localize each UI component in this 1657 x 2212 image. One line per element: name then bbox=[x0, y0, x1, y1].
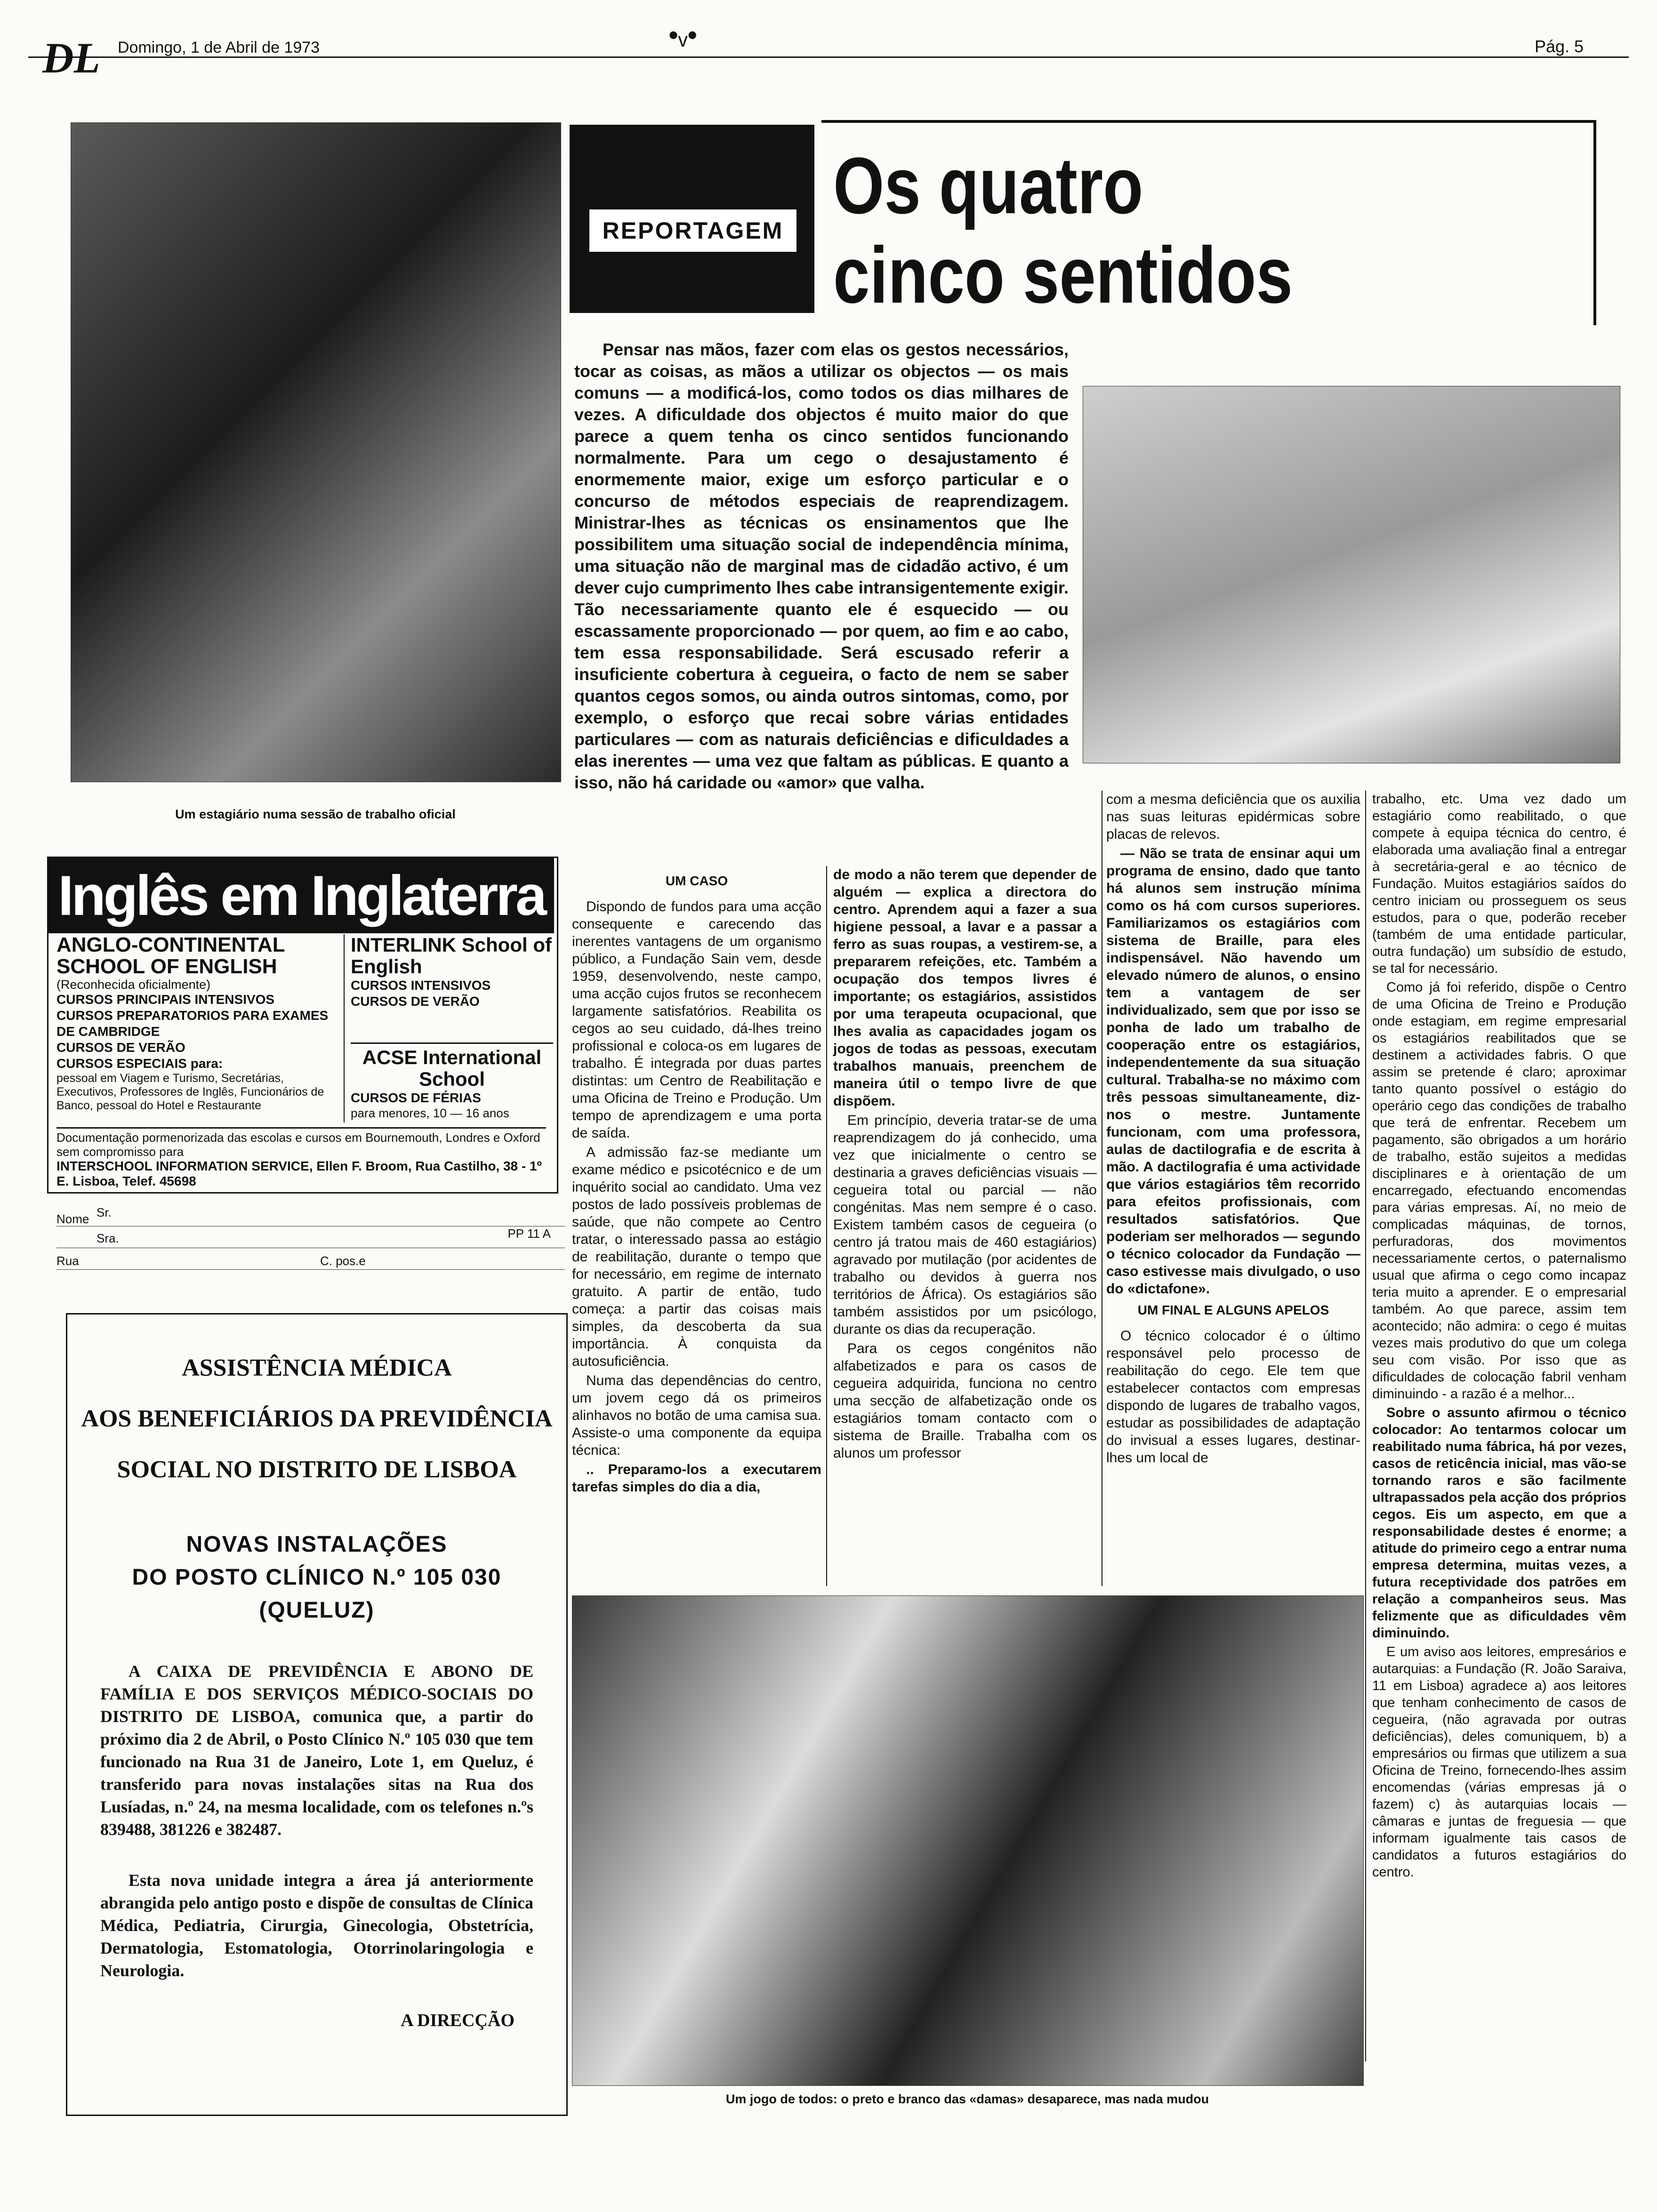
issue-date: Domingo, 1 de Abril de 1973 bbox=[118, 39, 320, 56]
course: CURSOS DE FÉRIAS bbox=[351, 1090, 481, 1105]
article-column-4 bbox=[1372, 791, 1626, 1883]
paragraph: Em princípio, deveria tratar-se de uma reaprendizagem do já conhecido, uma vez que inicialmente o centro se destinaria a graves deficiências visuais — cegueira total ou parcial — não congénitas. Mas nem sempre é o caso. Existem também casos de cegueira (o centro já tratou mais de 460 estagiários) agravado por mutilação (por acidentes de trabalho ou devidos à guerra nos territórios de África). Os estagiários são também assistidos por um psicólogo, durante os dias da recuperação. bbox=[833, 1113, 1097, 1337]
coupon-form bbox=[56, 1202, 565, 1270]
paragraph: — Não se trata de ensinar aqui um programa de ensino, dado que tanto há alunos sem instrução mínima como os há com cursos superiores. Familiarizamos os estagiários com sistema de Braille, para eles indispensável. Não havendo um elevado número de alunos, o ensino tem a vantagem de ser individualizado, sem que por isso se ponha de lado um trabalho de cooperação entre os estagiários, independentemente da sua situação cultural. Trabalha-se no máximo com três pessoas simultaneamente, diz-nos o mestre. Juntamente funcionam, com uma professora, aulas de dactilografia e de escrita à mão. A dactilografia é uma actividade que vários estagiários têm recorrido para efeitos profissionais, com resultados satisfatórios. Que poderiam ser melhorados — segundo o técnico colocador da Fundação — caso estivesse mais divulgado, o uso do «dictafone». bbox=[1106, 846, 1360, 1297]
ad-school-acse bbox=[351, 1042, 553, 1120]
form-label-postal: C. pos.e bbox=[320, 1254, 366, 1268]
ad-signature: A DIRECÇÃO bbox=[401, 2011, 515, 2030]
column-rule bbox=[1365, 791, 1366, 2061]
paragraph: O técnico colocador é o último responsável pelo processo de reabilitação do cego. Ele tem que estabelecer contactos com empresas dispondo de lugares de trabalho vagos, estudar as possibilidades de adaptação do invisual a esses lugares, destinar-lhes um local de bbox=[1106, 1328, 1360, 1466]
section-label: REPORTAGEM bbox=[589, 209, 796, 252]
header-rule bbox=[28, 56, 1629, 58]
school-name: ANGLO-CONTINENTAL SCHOOL OF ENGLISH bbox=[56, 933, 285, 978]
paragraph: Dispondo de fundos para uma acção consequente e carecendo das inerentes vantagens de um organismo público, a Fundação Sain vem, desde 1959, desenvolvendo, neste campo, uma acção cujos frutos se reconhecem largamente satisfatórios. Reabilita os cegos ao seu cuidado, dá-lhes treino profissional e coloca-os em lugares de trabalho. É integrada por duas partes distintas: um Centro de Reabilitação e uma Oficina de Treino e Produção. Um tempo de aprendizagem e uma porta de saída. bbox=[572, 899, 821, 1141]
ad-info-block bbox=[56, 1127, 546, 1189]
course: CURSOS ESPECIAIS para: bbox=[56, 1056, 223, 1071]
paragraph: A admissão faz-se mediante um exame médico e psicotécnico e de um inquérito social ao candidato. Uma vez postos de lado possíveis problemas de saúde, que não compete ao Centro tratar, o interessado passa ao estágio de reabilitação, durante o tempo que for necessário, em regime de internato gratuito. A partir de então, tudo começa: a partir das coisas mais simples, da descoberta da sua importância. À conquista da autosuficiência. bbox=[572, 1145, 821, 1369]
article-lead: Pensar nas mãos, fazer com elas os gestos necessários, tocar as coisas, as mãos a utilizar os objectos — os mais comuns — a modificá-los, como todos os dias milhares de vezes. A dificuldade dos objectos é muito maior do que parece a quem tenha os cinco sentidos funcionando normalmente. Para um cego o desajustamento é enormemente maior, exige um esforço particular e o concurso de métodos especiais de reaprendizagem. Ministrar-lhes as técnicas os ensinamentos que lhe possibilitem uma situação social de independência mínima, uma situação não de marginal mas de cidadão activo, é um dever cujo cumprimento lhes cabe intransigentemente exigir. Tão necessariamente quanto ele é esquecido — ou escassamente proporcionado — por quem, ao fim e ao cabo, tem essa responsabilidade. Será escusado referir a insuficiente cobertura à cegueira, o facto de nem se saber quantos cegos somos, ou ainda outros sintomas, como, por exemplo, o esforço que recai sobre várias entidades particulares — com as naturais deficiências e dificuldades a elas inerentes — uma vez que faltam as públicas. E quanto a isso, não há caridade ou «amor» que valha. bbox=[574, 340, 1069, 792]
paragraph: trabalho, etc. Uma vez dado um estagiário como reabilitado, o que compete à equipa técnica do centro, é elaborada uma avaliação final a entregar à secretária-geral e ao técnico de Fundação. Muitos estagiários saídos do centro iniciam ou prosseguem os seus estudos, para o que, poderão receber (também de uma entidade particular, outra fundação) um subsídio de estudo, se tal for necessário. bbox=[1372, 792, 1626, 976]
ad-subtitle-line: (QUELUZ) bbox=[259, 1598, 375, 1623]
ad-body-paragraph: Esta nova unidade integra a área já anteriormente abrangida pelo antigo posto e dispõe de consultas de Clínica Médica, Pediatria, Cirurgia, Ginecologia, Obstetrícia, Dermatologia, Estomatologia, Otorrinolaringologia e Neurologia. bbox=[100, 1871, 533, 1980]
school-name: INTERLINK School of English bbox=[351, 934, 552, 978]
article-column-2 bbox=[833, 866, 1097, 1464]
paragraph: Para os cegos congénitos não alfabetizados e para os casos de cegueira adquirida, funciona no centro uma secção de alfabetização onde os estagiários tomam contacto com o sistema de Braille. Trabalha com os alunos um professor bbox=[833, 1341, 1097, 1461]
school-note: (Reconhecida oficialmente) bbox=[56, 978, 211, 992]
photo-checkers-game bbox=[572, 1595, 1364, 2086]
photo-hands-braille bbox=[1083, 386, 1620, 763]
course: CURSOS DE VERÃO bbox=[56, 1040, 185, 1055]
ad-assistencia-medica bbox=[66, 1313, 568, 2116]
school-name: ACSE International School bbox=[362, 1046, 542, 1090]
subheading-um-final: UM FINAL E ALGUNS APELOS bbox=[1137, 1303, 1329, 1317]
column-rule bbox=[826, 866, 827, 1586]
paragraph: de modo a não terem que depender de alguém — explica a directora do centro. Aprendem aqui a fazer a sua higiene pessoal, a lavar e a passar a ferro as suas roupas, a vestirem-se, a prepararem refeições, etc. Também a ocupação dos tempos livres é importante; os estagiários, assistidos por uma terapeuta ocupacional, que lhes avalia as capacidades jogam os jogos de todas as pessoas, executam trabalhos manuais, preenchem de maneira útil o tempo livre de que dispõem. bbox=[833, 867, 1097, 1109]
form-label-sr: Sr. bbox=[97, 1205, 112, 1219]
course: CURSOS PREPARATORIOS PARA EXAMES DE CAMBRIDGE bbox=[56, 1008, 329, 1039]
paragraph: Numa das dependências do centro, um jovem cego dá os primeiros alinhavos no botão de uma camisa sua. Assiste-o uma componente da equipa técnica: bbox=[572, 1373, 821, 1458]
paragraph: Como já foi referido, dispõe o Centro de uma Oficina de Treino e Produção onde estagiam, em regime empresarial os estagiários reabilitados que se destinem a actividades fabris. O que assim se pretende é claro; aproximar tanto quanto possível o estágio do operário cego das condições de trabalho que terá de enfrentar. Recebem um pagamento, são obrigados a um horário de trabalho, estão sujeitos a medidas disciplinares e à orientação de um encarregado, efectuando encomendas para várias empresas. Aí, no meio de complicadas máquinas, de tornos, perfuradoras, dos movimentos necessariamente certos, o paternalismo usual que afirma o cego como incapaz teria muito a aprender. E o empresarial também. Ao que parece, assim tem acontecido; não admira: o cego é muitas vezes mais produtivo do que um colega seu com visão. Por isso que as dificuldades de colocação fabril venham diminuindo - a razão é a melhor... bbox=[1372, 980, 1626, 1402]
ad-title-line: ASSISTÊNCIA MÉDICA bbox=[182, 1354, 452, 1381]
article-column-1 bbox=[572, 868, 821, 1498]
course: CURSOS PRINCIPAIS INTENSIVOS bbox=[56, 992, 275, 1007]
course: CURSOS INTENSIVOS bbox=[351, 978, 491, 993]
age-note: para menores, 10 — 16 anos bbox=[351, 1106, 509, 1120]
form-label-nome: Nome bbox=[56, 1212, 89, 1226]
caption-bottom-photo: Um jogo de todos: o preto e branco das «damas» desaparece, mas nada mudou bbox=[725, 2092, 1209, 2106]
ad-subtitle-line: NOVAS INSTALAÇÕES bbox=[186, 1532, 448, 1557]
paragraph: com a mesma deficiência que os auxilia nas suas leituras epidérmicas sobre placas de relevos. bbox=[1106, 792, 1360, 842]
form-label-sra: Sra. bbox=[97, 1231, 119, 1245]
ad-title-line: AOS BENEFICIÁRIOS DA PREVIDÊNCIA bbox=[81, 1405, 553, 1432]
service-address: INTERSCHOOL INFORMATION SERVICE, Ellen F. Broom, Rua Castilho, 38 - 1º E. Lisboa, Telef. 45698 bbox=[56, 1159, 542, 1188]
paragraph: .. Preparamo-los a executarem tarefas simples do dia a dia, bbox=[572, 1462, 821, 1495]
ad-divider bbox=[344, 934, 345, 1122]
ad-ingles-banner: Inglês em Inglaterra bbox=[48, 858, 554, 933]
article-column-3 bbox=[1106, 791, 1360, 1468]
special-audience: pessoal em Viagem e Turismo, Secretárias, Executivos, Professores de Inglês, Funcionários de Banco, pessoal do Hotel e Restaurante bbox=[56, 1072, 324, 1112]
ad-school-anglo-continental bbox=[56, 934, 339, 1113]
paragraph: Sobre o assunto afirmou o técnico colocador: Ao tentarmos colocar um reabilitado numa fábrica, há por vezes, casos de reticência inicial, mas vão-se tornando raros e são facilmente ultrapassados pela acção dos próprios cegos. Eis um aspecto, em que a responsabilidade destes é enorme; a atitude do primeiro cego a entrar numa empresa determina, muitas vezes, a futura receptividade dos patrões em relação a companheiros seus. Mas felizmente que as dificuldades vêm diminuindo. bbox=[1372, 1405, 1626, 1641]
ad-subtitle-line: DO POSTO CLÍNICO N.º 105 030 bbox=[132, 1565, 502, 1590]
photo-trainee-workshop bbox=[71, 122, 561, 782]
ad-school-interlink bbox=[351, 934, 553, 1010]
course: CURSOS DE VERÃO bbox=[351, 994, 480, 1009]
ad-title-line: SOCIAL NO DISTRITO DE LISBOA bbox=[117, 1456, 517, 1483]
title-line-2: cinco sentidos bbox=[833, 231, 1293, 320]
subheading-um-caso: UM CASO bbox=[665, 874, 728, 888]
page-number: Pág. 5 bbox=[1535, 37, 1584, 56]
header-ornament: •ᵥ• bbox=[668, 19, 698, 51]
ad-body-paragraph: A CAIXA DE PREVIDÊNCIA E ABONO DE FAMÍLIA E DOS SERVIÇOS MÉDICO-SOCIAIS DO DISTRITO DE LISBOA, comunica que, a partir do próximo dia 2 de Abril, o Posto Clínico N.º 105 030 que tem funcionado na Rua 31 de Janeiro, Lote 1, em Queluz, é transferido para novas instalações sitas na Rua dos Lusíadas, n.º 24, na mesma localidade, com os telefones n.ºs 839488, 381226 e 382487. bbox=[100, 1662, 533, 1839]
article-title bbox=[833, 141, 1293, 320]
form-code: PP 11 A bbox=[507, 1226, 551, 1241]
masthead-logo: DL bbox=[42, 34, 100, 82]
title-line-1: Os quatro bbox=[833, 141, 1143, 231]
info-text: Documentação pormenorizada das escolas e cursos em Bournemouth, Londres e Oxford sem compromisso para bbox=[56, 1130, 540, 1159]
paragraph: E um aviso aos leitores, empresários e autarquias: a Fundação (R. João Saraiva, 11 em Lisboa) agradece a) aos leitores que tenham conhecimento de casos de cegueira, (não agravada por outras deficiências), deles comuniquem, b) a empresários ou firmas que utilizem a sua Oficina de Treino, fornecendo-lhes assim encomendas (várias empresas já o fazem) c) às autarquias locais — câmaras e juntas de freguesia — que informam igualmente tais casos de candidatos a futuros estagiários do centro. bbox=[1372, 1644, 1626, 1880]
form-label-rua: Rua bbox=[56, 1254, 79, 1268]
caption-top-photo: Um estagiário numa sessão de trabalho oficial bbox=[175, 807, 456, 821]
